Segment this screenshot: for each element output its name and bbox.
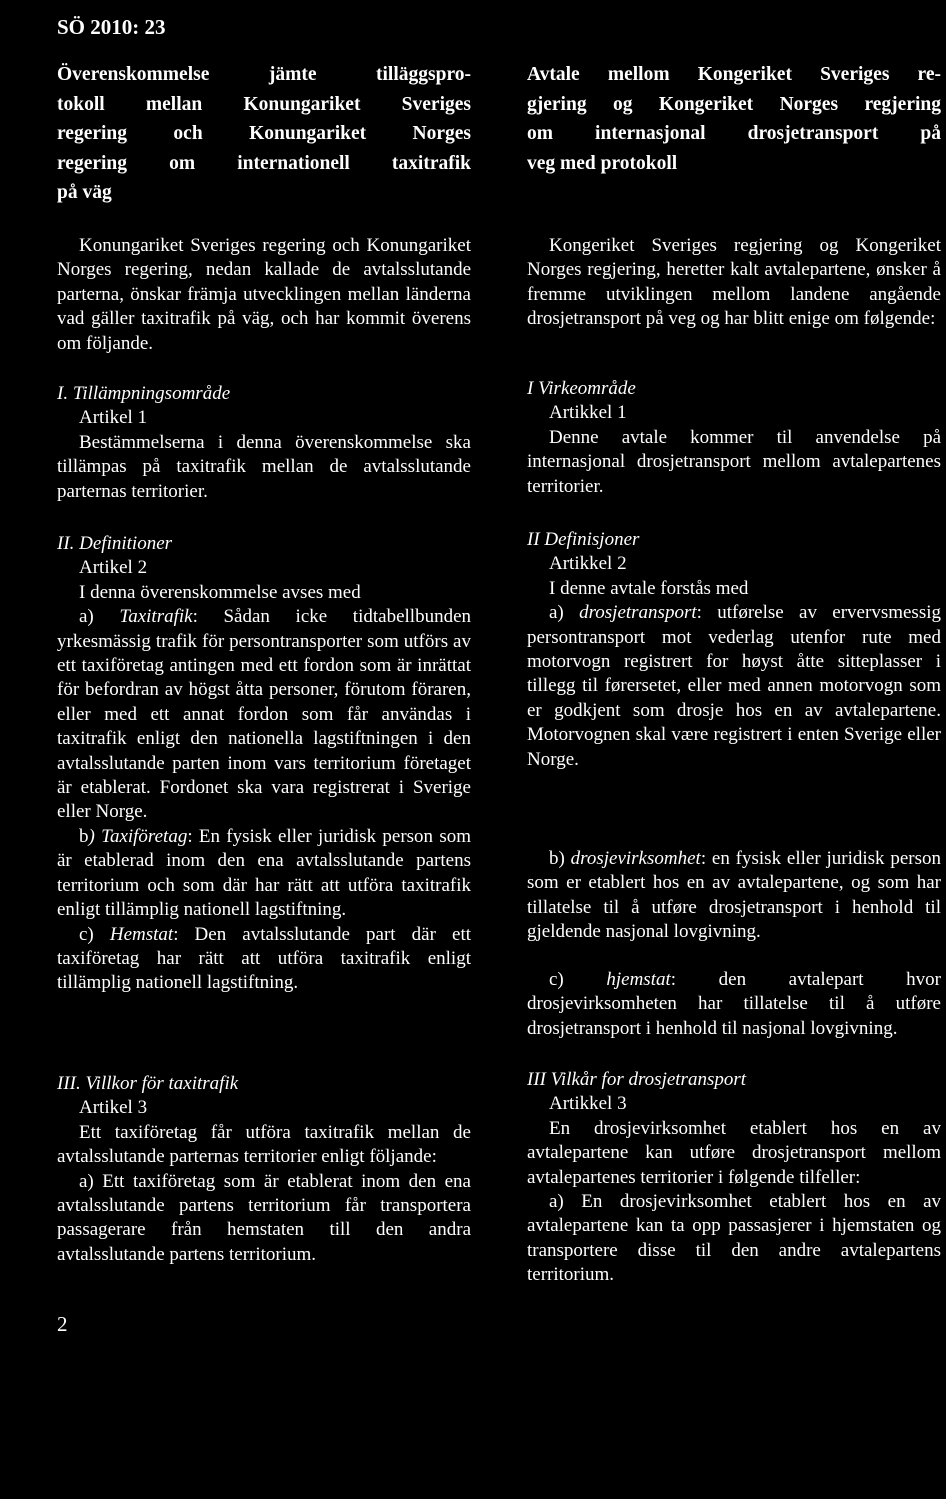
norwegian-section-2 [527,528,941,772]
title-line: på väg [57,182,112,204]
article-heading: Artikel 1 [79,407,148,429]
article-text: En drosjevirksomhet etablert hos en av avtalepartene kan utføre drosjetransport mellom avtalepartenes territorier i følgende tilfeller: [527,1117,941,1188]
title-line: veg med protokoll [527,152,678,174]
definition-b: b) Taxiföretag: En fysisk eller juridisk person som är etablerad inom den ena avtalsslutande partens territorium och som där har rätt att utföra taxitrafik enligt tillämplig nationell lagstiftning. [57,825,471,921]
article-heading: Artikel 3 [79,1097,148,1119]
section-heading: I Virkeområde [527,378,636,399]
norwegian-title [527,60,941,178]
title-line: regering och Konungariket Norges [57,123,471,145]
swedish-section-3 [57,1072,471,1267]
section-heading: I. Tillämpningsområde [57,383,231,404]
norwegian-section-3 [527,1068,941,1288]
title-line: Överenskommelse jämte tilläggspro- [57,64,471,85]
norwegian-definition-c: c) hjemstat: den avtalepart hvor drosjevirksomheten har tillatelse til å utføre drosjetransport i henhold til nasjonal lovgivning. [527,969,942,1039]
swedish-title [57,60,471,208]
article-text: Denne avtale kommer til anvendelse på internasjonal drosjetransport mellom avtalepartenes territorier. [527,426,941,497]
definition-c: c) Hemstat: Den avtalsslutande part där ett taxiföretag har rätt att utföra taxitrafik enligt tillämplig nationell lagstiftning. [57,923,472,994]
norwegian-definition-b: b) drosjevirksomhet: en fysisk eller juridisk person som er etablert hos en av avtalepartene, og som har tillatelse til å utføre drosjetransport i henhold til gjeldende nasjonal lovgivning. [527,848,941,943]
title-line: gjering og Kongeriket Norges regjering [527,93,941,115]
title-line: om internasjonal drosjetransport på [527,123,941,145]
definition-a: a) Taxitrafik: Sådan icke tidtabellbunden yrkesmässig trafik för persontransporter som utförs av ett taxiföretag antingen med ett fordon som är inrättat för befordran av högst åtta personer, förutom föraren, eller med ett annat fordon som får användas i taxitrafik enligt den nationella lagstiftningen i den avtalsslutande parten inom vars territorium företaget är etablerat. Fordonet ska vara registrerat i Sverige eller Norge. [57,606,471,823]
swedish-intro: Konungariket Sveriges regering och Konungariket Norges regering, nedan kallade de avtalsslutande parterna, önskar främja utvecklingen mellan länderna vad gäller taxitrafik på väg, och har kommit överens om följande. [57,235,471,354]
section-heading: III Vilkår for drosjetransport [527,1069,747,1090]
title-line: regering om internationell taxitrafik [57,152,471,174]
article-heading: Artikkel 2 [549,553,627,575]
article-text: Ett taxiföretag får utföra taxitrafik mellan de avtalsslutande parternas territorier enligt följande: [57,1121,471,1168]
definition-a: a) drosjetransport: utførelse av ervervsmessig persontransport mot vederlag utenfor rute med motorvogn registrert for høyst åtte sitteplasser i tillegg til førersetet, eller med annen motorvogn som er godkjent som drosje hos en av avtalepartene. Motorvognen skal være registrert i enten Sverige eller Norge. [527,602,941,770]
article-heading: Artikel 2 [79,557,148,579]
title-line: tokoll mellan Konungariket Sveriges [57,93,471,115]
article-heading: Artikkel 1 [549,402,627,424]
swedish-section-1 [57,382,471,504]
document-code: SÖ 2010: 23 [57,15,166,39]
norwegian-intro: Kongeriket Sveriges regjering og Kongeriket Norges regjering, heretter kalt avtalepartene, ønsker å fremme utviklingen mellom landene angående drosjetransport på veg og har blitt enige om følgende: [527,235,941,330]
section-heading: II Definisjoner [527,529,640,550]
swedish-section-2 [57,532,471,996]
norwegian-section-1 [527,377,941,499]
article-item-a: a) Ett taxiföretag som är etablerat inom den ena avtalsslutande partens territorium får transportera passagerare från hemstaten till den andra avtalsslutande partens territorium. [57,1170,471,1265]
page-number: 2 [57,1312,68,1336]
article-heading: Artikkel 3 [549,1093,627,1115]
article-text: Bestämmelserna i denna överenskommelse ska tillämpas på taxitrafik mellan de avtalsslutande parternas territorier. [57,431,471,502]
article-item-a: a) En drosjevirksomhet etablert hos en av avtalepartene kan ta opp passasjerer i hjemstaten og transportere disse til den andre avtalepartens territorium. [527,1191,941,1286]
section-heading: III. Villkor för taxitrafik [57,1073,239,1094]
article-lead: I denne avtale forstås med [549,577,749,599]
section-heading: II. Definitioner [57,533,173,554]
title-line: Avtale mellom Kongeriket Sveriges re- [527,64,941,85]
article-lead: I denna överenskommelse avses med [79,581,361,603]
